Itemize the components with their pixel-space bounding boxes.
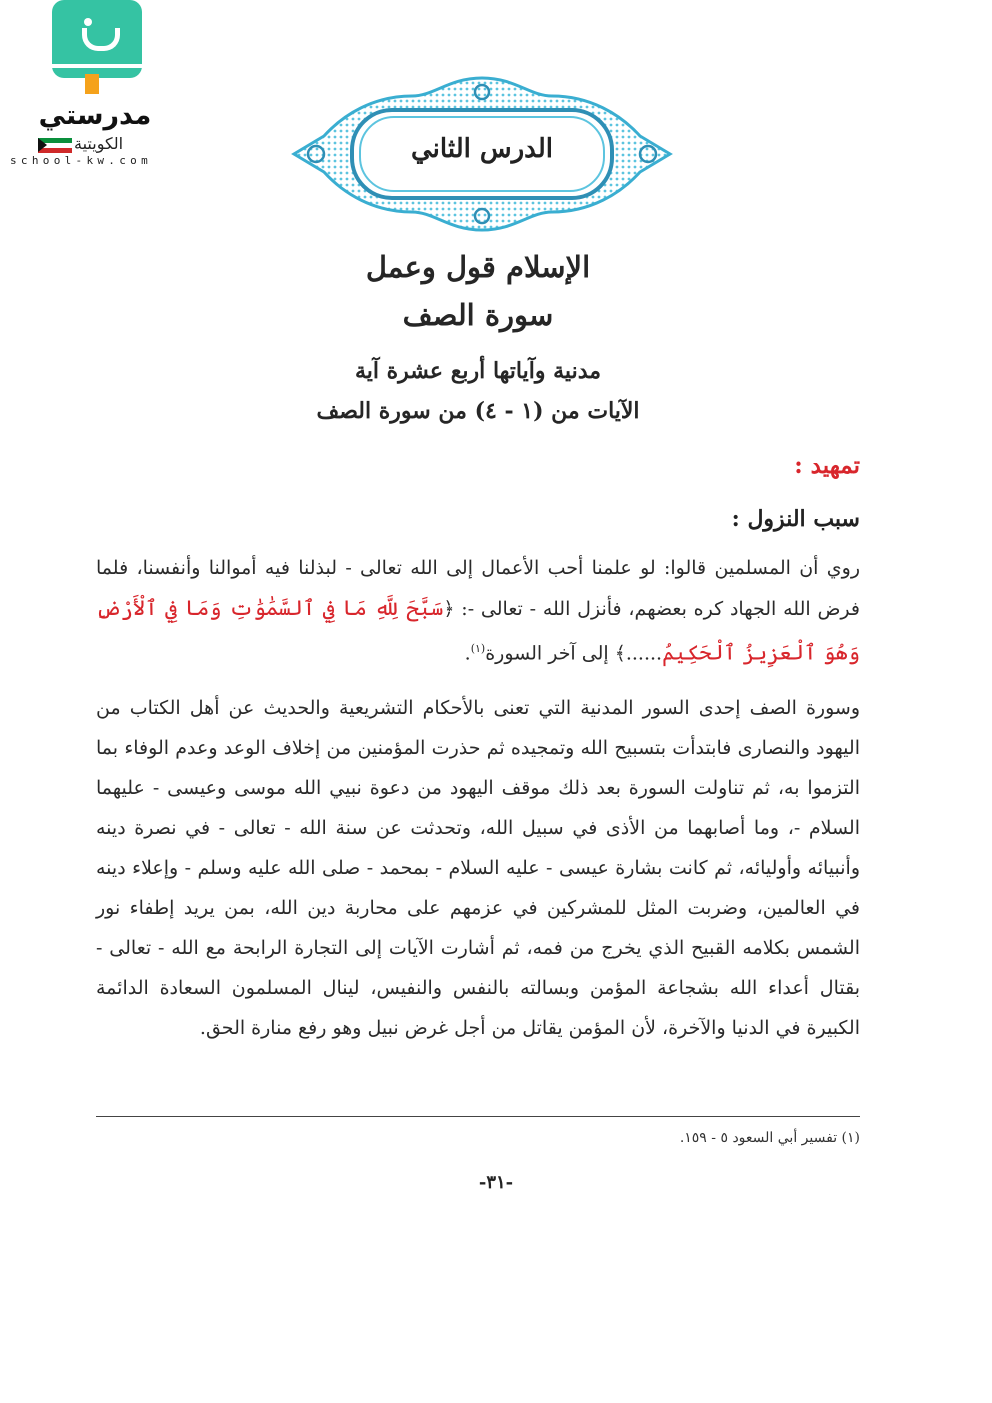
logo-subtitle: الكويتية [74, 134, 124, 153]
footnote-reference: (١) [470, 642, 486, 655]
verses-range: الآيات من (١ - ٤) من سورة الصف [316, 398, 640, 424]
kuwait-flag-icon [38, 138, 72, 153]
logo-icon [52, 0, 142, 78]
surah-title: سورة الصف [402, 298, 554, 332]
intro-heading: تمهيد : [794, 452, 860, 479]
logo-name: مدرستي [38, 100, 152, 131]
logo-url: school-kw.com [10, 154, 152, 167]
lesson-title: الإسلام قول وعمل [365, 250, 591, 284]
page-number: -٣١- [478, 1172, 514, 1193]
paragraph-surah-summary: وسورة الصف إحدى السور المدنية التي تعنى بالأحكام التشريعية والحديث عن أهل الكتاب من اليهود والنصارى فابتدأت بتسبيح الله وتمجيده ثم حذرت المؤمنين من إخلاف الوعد وعدم الوفاء بما التزموا به، ثم تناولت السورة بعد ذلك موقف اليهود من دعوة نبيي الله موسى وعيسى - عليهما السلام -، وما أصابهما من الأذى في سبيل الله، وتحدثت عن سنة الله - تعالى - في نصرة دينه وأنبيائه وأوليائه، ثم كانت بشارة عيسى - عليه السلام - بمحمد - صلى الله عليه وسلم - وإعلاء دينه في العالمين، وضربت المثل للمشركين في عزمهم على محاربة دين الله، بمن يريد إطفاء نور الشمس بكلامه القبيح الذي يخرج من فمه، ثم أشارت الآيات إلى التجارة الرابحة مع الله - تعالى - بقتال أعداء الله بشجاعة المؤمن وبسالته بالنفس والنفيس، لينال المسلمون السعادة الدائمة الكبيرة في الدنيا والآخرة، لأن المؤمن يقاتل من أجل غرض نبيل وهو رفع منارة الحق. [96, 697, 861, 1039]
paragraph-revelation [96, 548, 860, 673]
quran-verse: سَبَّحَ لِلَّهِ مَا فِي ٱلسَّمَٰوَٰتِ وَمَا فِي ٱلْأَرْضِ وَهُوَ ٱلْعَزِيزُ ٱلْحَكِيمُ [96, 596, 860, 665]
paragraph-text: ......﴾ إلى آخر السورة [485, 642, 663, 665]
revelation-reason-heading: سبب النزول : [731, 506, 860, 532]
lesson-label: الدرس الثاني [411, 134, 553, 164]
footnote-divider [96, 1116, 860, 1117]
paragraph-text: روي أن المسلمين قالوا: لو علمنا أحب الأعمال إلى الله تعالى - لبذلنا فيه أموالنا وأنفسنا، فلما فرض الله الجهاد كره بعضهم، فأنزل الله - تعالى -: ﴿ [96, 557, 860, 620]
paragraph-text: . [464, 642, 471, 665]
footnote: (١) تفسير أبي السعود ٥ - ١٥٩. [679, 1130, 860, 1146]
surah-info: مدنية وآياتها أربع عشرة آية [354, 358, 602, 384]
site-logo [10, 0, 170, 170]
lesson-cartouche [290, 74, 674, 234]
